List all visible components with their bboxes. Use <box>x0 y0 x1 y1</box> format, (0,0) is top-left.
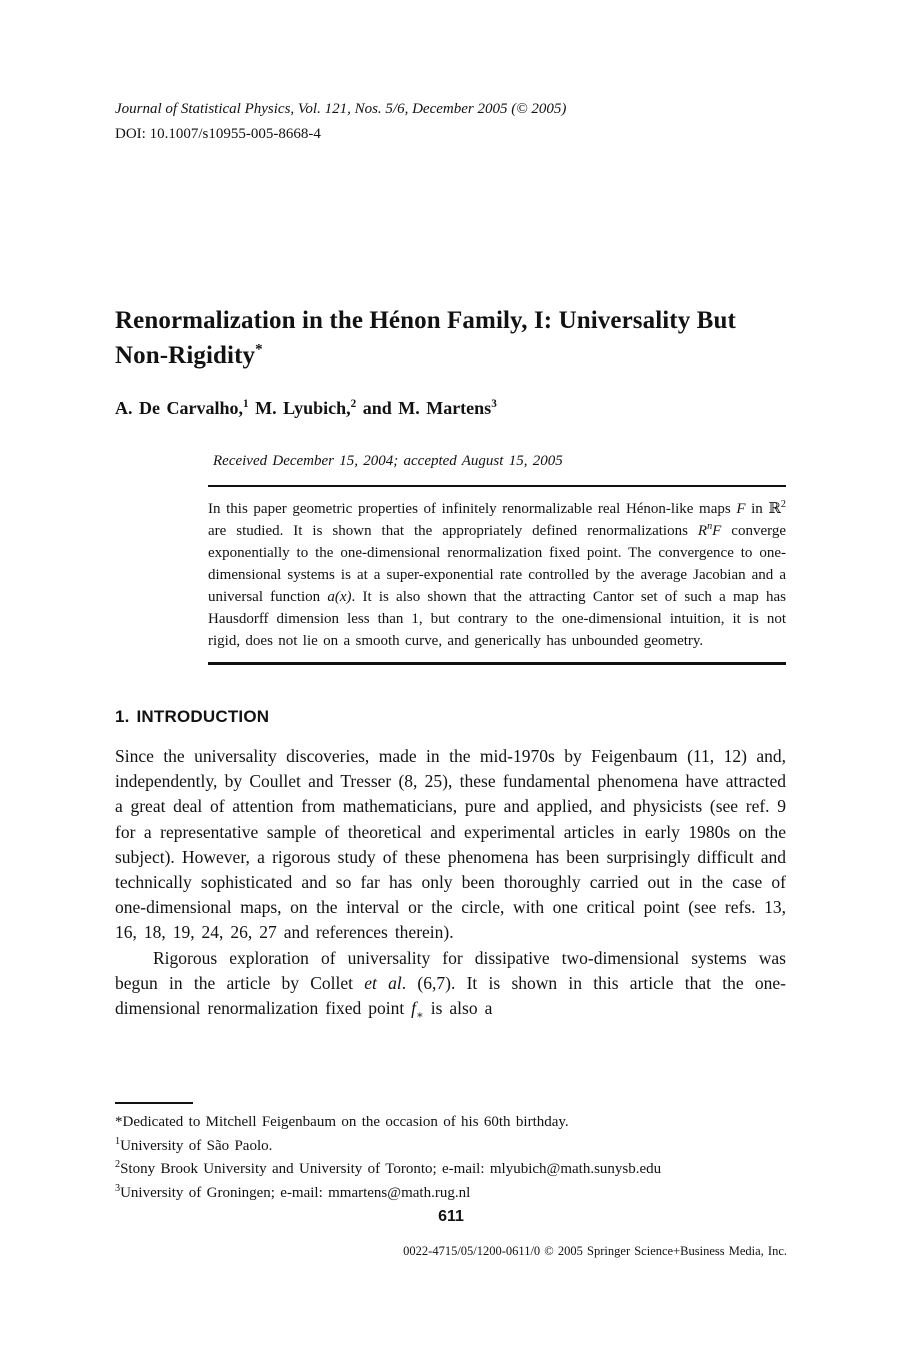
footnote-block <box>115 1102 787 1205</box>
page-number: 611 <box>438 1208 464 1225</box>
intro-paragraph-1: Since the universality discoveries, made in the mid-1970s by Feigenbaum (11, 12) and, independently, by Coullet and Tresser (8, 25), these fundamental phenomena have attracted a great deal of attention from mathematicians, pure and applied, and physicists (see ref. 9 for a representative sample of theoretical and experimental articles in early 1980s on the subject). However, a rigorous study of these phenomena has been surprisingly difficult and technically sophisticated and so far has only been thoroughly carried out in the case of one-dimensional maps, on the interval or the circle, with one critical point (see refs. 13, 16, 18, 19, 24, 26, 27 and references therein). <box>115 746 786 943</box>
abstract-rule-bottom <box>208 662 786 665</box>
footnote-affiliation-3: $^3$University of Groningen; e-mail: mmartens@math.rug.nl <box>115 1182 471 1201</box>
footnote-affiliation-1: $^1$University of São Paolo. <box>115 1135 273 1154</box>
journal-citation-line: Journal of Statistical Physics, Vol. 121, Nos. 5/6, December 2005 (© 2005) <box>115 101 567 117</box>
abstract-block <box>208 485 786 665</box>
footnote-dedication: *Dedicated to Mitchell Feigenbaum on the occasion of his 60th birthday. <box>115 1114 569 1130</box>
footnotes-list <box>115 1111 787 1205</box>
doi-line: DOI: 10.1007/s10955-005-8668-4 <box>115 126 321 142</box>
abstract-text: In this paper geometric properties of infinitely renormalizable real Hénon-like maps F in ℝ$^2$ are studied. It is shown that the appropriately defined renormalizations $R^nF$ converge exponentially to the one-dimensional renormalization fixed point. The convergence to one-dimensional systems is at a super-exponential rate controlled by the average Jacobian and a universal function a(x). It is also shown that the attracting Cantor set of such a map has Hausdorff dimension less than 1, but contrary to the one-dimensional intuition, it is not rigid, does not lie on a smooth curve, and generically has unbounded geometry. <box>208 499 787 649</box>
introduction-body <box>115 744 786 1021</box>
section-heading: 1. INTRODUCTION <box>115 707 270 726</box>
abstract-rule-top <box>208 485 786 487</box>
intro-paragraph-2: Rigorous exploration of universality for dissipative two-dimensional systems was begun in the article by Collet et al. (6,7). It is shown in this article that the one-dimensional renormalization fixed point $f_∗$ is also a <box>115 947 786 1022</box>
authors-line: A. De Carvalho,$^1$ M. Lyubich,$^2$ and M. Martens$^3$ <box>115 398 497 418</box>
page-header <box>115 98 787 145</box>
footer-copyright: 0022-4715/05/1200-0611/0 © 2005 Springer Science+Business Media, Inc. <box>403 1244 787 1258</box>
paper-title: Renormalization in the Hénon Family, I: Universality But Non-Rigidity* <box>115 307 736 369</box>
footnote-affiliation-2: $^2$Stony Brook University and University of Toronto; e-mail: mlyubich@math.sunysb.edu <box>115 1159 662 1177</box>
footnote-rule <box>115 1102 193 1104</box>
received-line: Received December 15, 2004; accepted August 15, 2005 <box>213 453 563 469</box>
